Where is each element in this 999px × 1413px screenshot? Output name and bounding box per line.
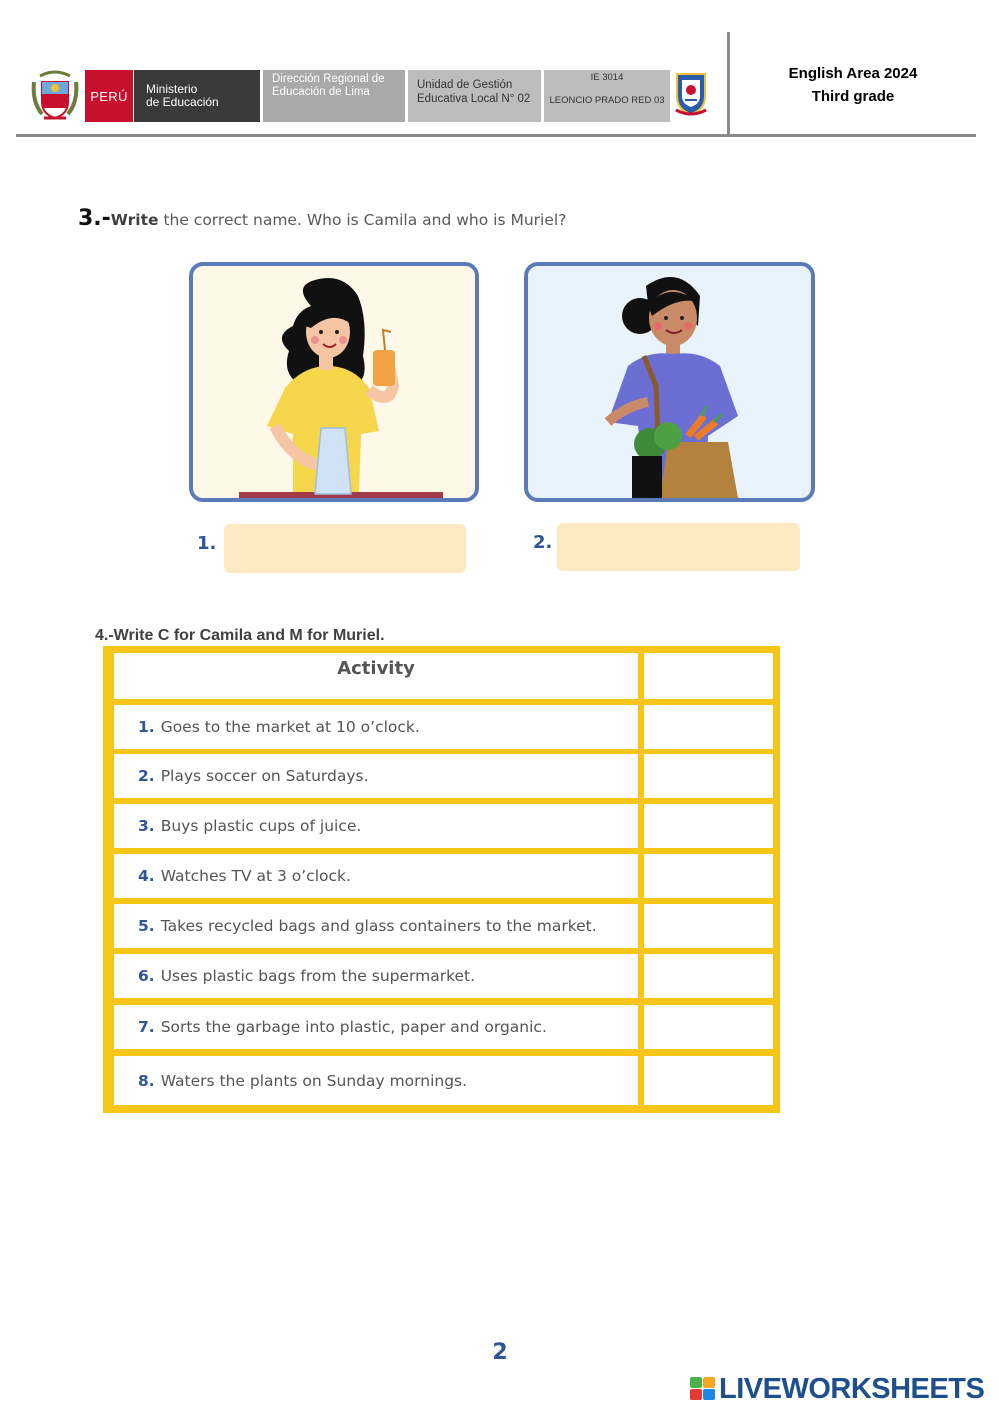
- school-line-2: LEONCIO PRADO RED 03: [549, 95, 665, 106]
- answer-cell: [644, 954, 773, 998]
- header-divider-vertical: [727, 32, 730, 136]
- row-number: 5.: [138, 917, 155, 935]
- answer-cell: [644, 1005, 773, 1049]
- answer-input-1[interactable]: [644, 705, 777, 751]
- liveworksheets-logo: [690, 1372, 984, 1406]
- picture-woman-with-vegetables: [524, 262, 815, 502]
- course-area: English Area 2024: [788, 65, 918, 82]
- answer-cell: [644, 904, 773, 948]
- answer-input-6[interactable]: [644, 954, 777, 1000]
- ugel-line-1: Unidad de Gestión: [417, 79, 513, 91]
- school-line-1: IE 3014: [590, 72, 624, 83]
- answer-1-number: 1.: [197, 533, 217, 554]
- activity-column-header: Activity: [114, 653, 638, 699]
- row-number: 6.: [138, 967, 155, 985]
- answer-cell: [644, 854, 773, 898]
- row-number: 4.: [138, 867, 155, 885]
- peru-coat-of-arms-icon: [30, 68, 80, 124]
- ugel-label: [408, 70, 541, 122]
- row-number: 7.: [138, 1018, 155, 1036]
- answer-column-header: [644, 653, 773, 699]
- row-text: Plays soccer on Saturdays.: [160, 767, 369, 785]
- row-number: 1.: [138, 718, 155, 736]
- answer-input-5[interactable]: [644, 904, 777, 950]
- question-3-instruction: [78, 206, 566, 231]
- answer-1-input[interactable]: [224, 524, 466, 573]
- school-label: [544, 70, 670, 122]
- answer-input-8[interactable]: [644, 1056, 777, 1107]
- answer-cell: [644, 754, 773, 798]
- row-text: Waters the plants on Sunday mornings.: [160, 1071, 468, 1090]
- table-row: [114, 1005, 638, 1049]
- peru-label: PERÚ: [85, 70, 133, 122]
- row-text: Goes to the market at 10 o’clock.: [160, 718, 420, 736]
- page-number: 2: [492, 1340, 508, 1365]
- answer-cell: [644, 705, 773, 749]
- answer-2-number: 2.: [533, 532, 553, 553]
- ministry-line-1: Ministerio: [146, 82, 198, 96]
- school-shield-icon: [674, 70, 708, 116]
- question-3-number: 3.-: [78, 206, 111, 231]
- question-3-lead: Write: [110, 211, 159, 229]
- answer-input-7[interactable]: [644, 1005, 777, 1051]
- row-text: Sorts the garbage into plastic, paper and organic.: [160, 1018, 547, 1036]
- answer-input-3[interactable]: [644, 804, 777, 850]
- header-divider: [16, 134, 976, 137]
- row-number: 8.: [138, 1071, 155, 1090]
- dre-line-2: Educación de Lima: [272, 86, 370, 98]
- dre-label: [263, 70, 405, 122]
- row-number: 3.: [138, 817, 155, 835]
- picture-girl-with-juice: [189, 262, 479, 502]
- table-row: [114, 754, 638, 798]
- ministry-line-2: de Educación: [146, 95, 219, 109]
- question-3-text: the correct name. Who is Camila and who is Muriel?: [158, 211, 567, 229]
- row-text: Buys plastic cups of juice.: [160, 817, 362, 835]
- activity-table: [103, 646, 780, 1113]
- liveworksheets-grid-icon: [690, 1377, 716, 1401]
- table-row: [114, 1056, 638, 1105]
- ugel-line-2: Educativa Local N° 02: [417, 93, 531, 105]
- dre-line-1: Dirección Regional de: [272, 73, 385, 85]
- answer-cell: [644, 1056, 773, 1105]
- row-text: Takes recycled bags and glass containers to the market.: [160, 917, 597, 935]
- row-text: Watches TV at 3 o’clock.: [160, 867, 351, 885]
- answer-input-2[interactable]: [644, 754, 777, 800]
- answer-input-4[interactable]: [644, 854, 777, 900]
- table-row: [114, 804, 638, 848]
- answer-cell: [644, 804, 773, 848]
- course-info: [735, 62, 971, 108]
- answer-2-input[interactable]: [557, 523, 800, 571]
- row-number: 2.: [138, 767, 155, 785]
- course-grade: Third grade: [811, 88, 895, 105]
- table-row: [114, 904, 638, 948]
- row-text: Uses plastic bags from the supermarket.: [160, 967, 476, 985]
- table-row: [114, 854, 638, 898]
- ministry-label: [134, 70, 260, 122]
- table-row: [114, 705, 638, 749]
- liveworksheets-brand: LIVEWORKSHEETS: [719, 1372, 985, 1405]
- question-4-instruction: 4.-Write C for Camila and M for Muriel.: [95, 627, 385, 644]
- table-row: [114, 954, 638, 998]
